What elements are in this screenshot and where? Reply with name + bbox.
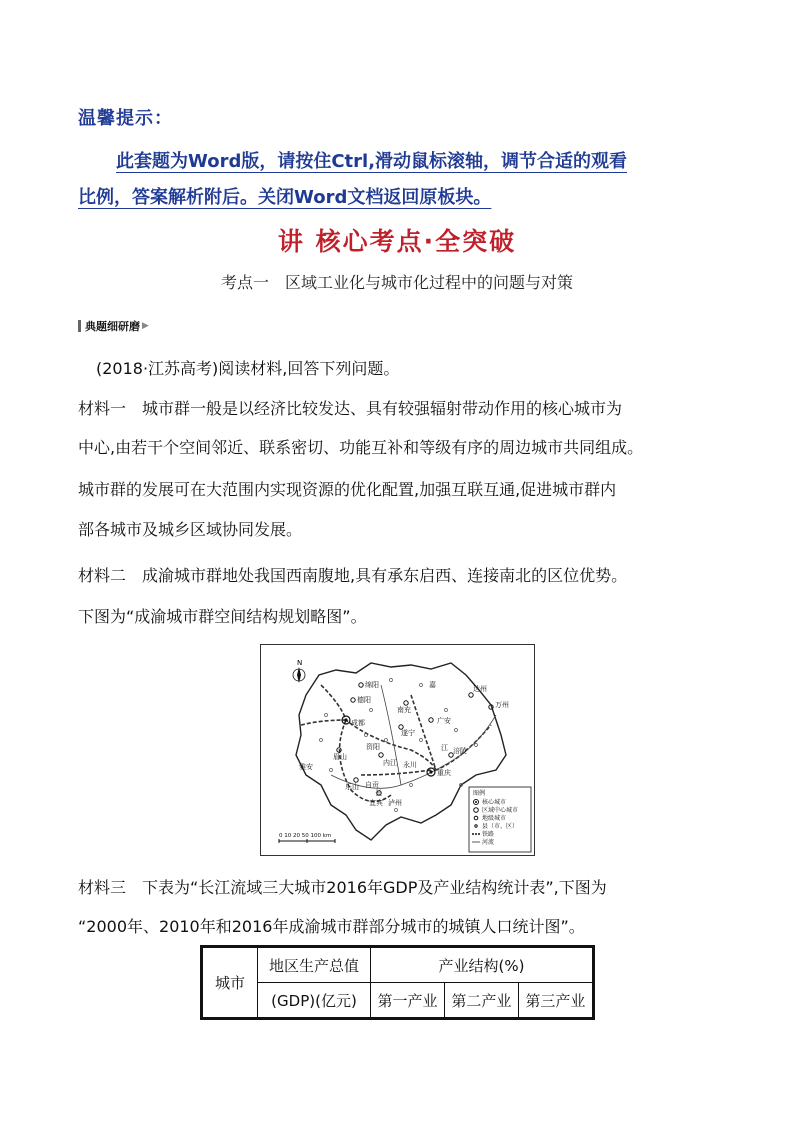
city-cluster-map: [260, 644, 535, 856]
legend-item-railway: 铁路: [482, 831, 495, 838]
label-luzhou: 泸州: [388, 799, 402, 807]
city-guangan: [429, 718, 433, 722]
legend-item-river: 河流: [482, 839, 495, 846]
legend-item-prefecture: 地级城市: [482, 815, 507, 822]
city-deyang: [351, 698, 355, 702]
tag-bar: [78, 320, 81, 332]
page-subheading: 考点一 区域工业化与城市化过程中的问题与对策: [220, 273, 573, 292]
north-arrow-icon: [293, 659, 305, 683]
label-neijiang: 内江: [383, 759, 397, 767]
material-1-line-1: 材料一 城市群一般是以经济比较发达、具有较强辐射带动作用的核心城市为: [78, 399, 623, 418]
intro-text: (2018·江苏高考)阅读材料,回答下列问题。: [96, 359, 400, 378]
section-tag: [78, 318, 149, 334]
header-gdp-2: (GDP)(亿元): [258, 983, 371, 1019]
city-leshan: [354, 778, 358, 782]
page-heading: 讲 核心考点·全突破: [277, 227, 517, 256]
label-deyang: 德阳: [357, 696, 371, 704]
map-legend: [469, 787, 531, 852]
header-city: 城市: [202, 947, 258, 1019]
label-chang: 长: [375, 789, 382, 797]
label-mianyang: 绵阳: [365, 681, 379, 689]
label-fuling: 涪陵: [453, 747, 467, 755]
tip-line-2: 比例，答案解析附后。关闭Word文档返回原板块。: [78, 187, 492, 208]
tip-body: [78, 144, 728, 216]
tip-line-1: 此套题为Word版，请按住Ctrl,滑动鼠标滚轴，调节合适的观看: [116, 151, 628, 172]
label-yaan: 雅安: [299, 763, 313, 771]
material-1-line-3: 城市群的发展可在大范围内实现资源的优化配置,加强互联互通,促进城市群内: [78, 480, 617, 499]
header-structure: 产业结构(%): [371, 947, 594, 983]
header-secondary: 第二产业: [444, 983, 518, 1019]
legend-title: 图例: [473, 790, 486, 797]
city-neijiang: [379, 753, 383, 757]
tip-title: 温馨提示：: [78, 108, 173, 129]
scale-label: 0 10 20 50 100 km: [279, 833, 332, 839]
legend-item-county: 县（市、区）: [482, 823, 519, 830]
core-city-chongqing-dot: [429, 770, 432, 773]
material-1-line-2: 中心,由若干个空间邻近、联系密切、功能互补和等级有序的周边城市共同组成。: [78, 438, 644, 457]
label-suining: 遂宁: [401, 729, 415, 737]
map-svg: [261, 645, 534, 855]
railway-4: [411, 695, 491, 770]
legend-item-core: 核心城市: [482, 799, 507, 806]
header-primary: 第一产业: [371, 983, 445, 1019]
material-3-line-1: 材料三 下表为“长江流域三大城市2016年GDP及产业结构统计表”,下图为: [78, 878, 607, 897]
city-dazhou: [469, 693, 473, 697]
label-dazhou: 达州: [473, 685, 487, 693]
river-2: [381, 685, 401, 785]
triangle-right-icon: ▶: [142, 321, 149, 331]
label-leshan: 乐山: [345, 783, 359, 791]
core-city-chengdu-dot: [344, 718, 347, 721]
label-nanchong: 南充: [397, 706, 411, 714]
label-chengdu: 成都: [351, 719, 365, 727]
map-scale: [279, 833, 335, 843]
gdp-structure-table: [200, 945, 595, 1020]
label-jia: 嘉: [429, 681, 436, 689]
city-nanchong: [404, 701, 408, 705]
header-tertiary: 第三产业: [518, 983, 593, 1019]
material-2-line-2: 下图为“成渝城市群空间结构规划略图”。: [78, 607, 367, 626]
material-1-line-4: 部各城市及城乡区域协同发展。: [78, 520, 303, 539]
railway-5: [361, 770, 431, 775]
label-zigong: 自贡: [365, 781, 379, 789]
label-chongqing: 重庆: [437, 769, 451, 777]
legend-item-regional: 区域中心城市: [482, 807, 519, 814]
city-mianyang: [359, 683, 363, 687]
section-tag-label: 典题细研磨: [85, 320, 140, 333]
railway-3: [301, 720, 346, 725]
county-dots: [320, 679, 478, 812]
label-jiang: 江: [441, 744, 448, 752]
label-ziyang: 资阳: [366, 743, 380, 751]
label-meishan: 眉山: [333, 753, 347, 761]
label-yongchuan: 永川: [403, 761, 417, 769]
label-wanzhou: 万州: [495, 701, 509, 709]
material-3-line-2: “2000年、2010年和2016年成渝城市群部分城市的城镇人口统计图”。: [78, 917, 585, 936]
svg-text:N: N: [297, 659, 303, 667]
header-gdp-1: 地区生产总值: [258, 947, 371, 983]
label-guangan: 广安: [437, 717, 451, 725]
material-2-line-1: 材料二 成渝城市群地处我国西南腹地,具有承东启西、连接南北的区位优势。: [78, 566, 628, 585]
label-yibin: 宜宾: [369, 799, 383, 807]
